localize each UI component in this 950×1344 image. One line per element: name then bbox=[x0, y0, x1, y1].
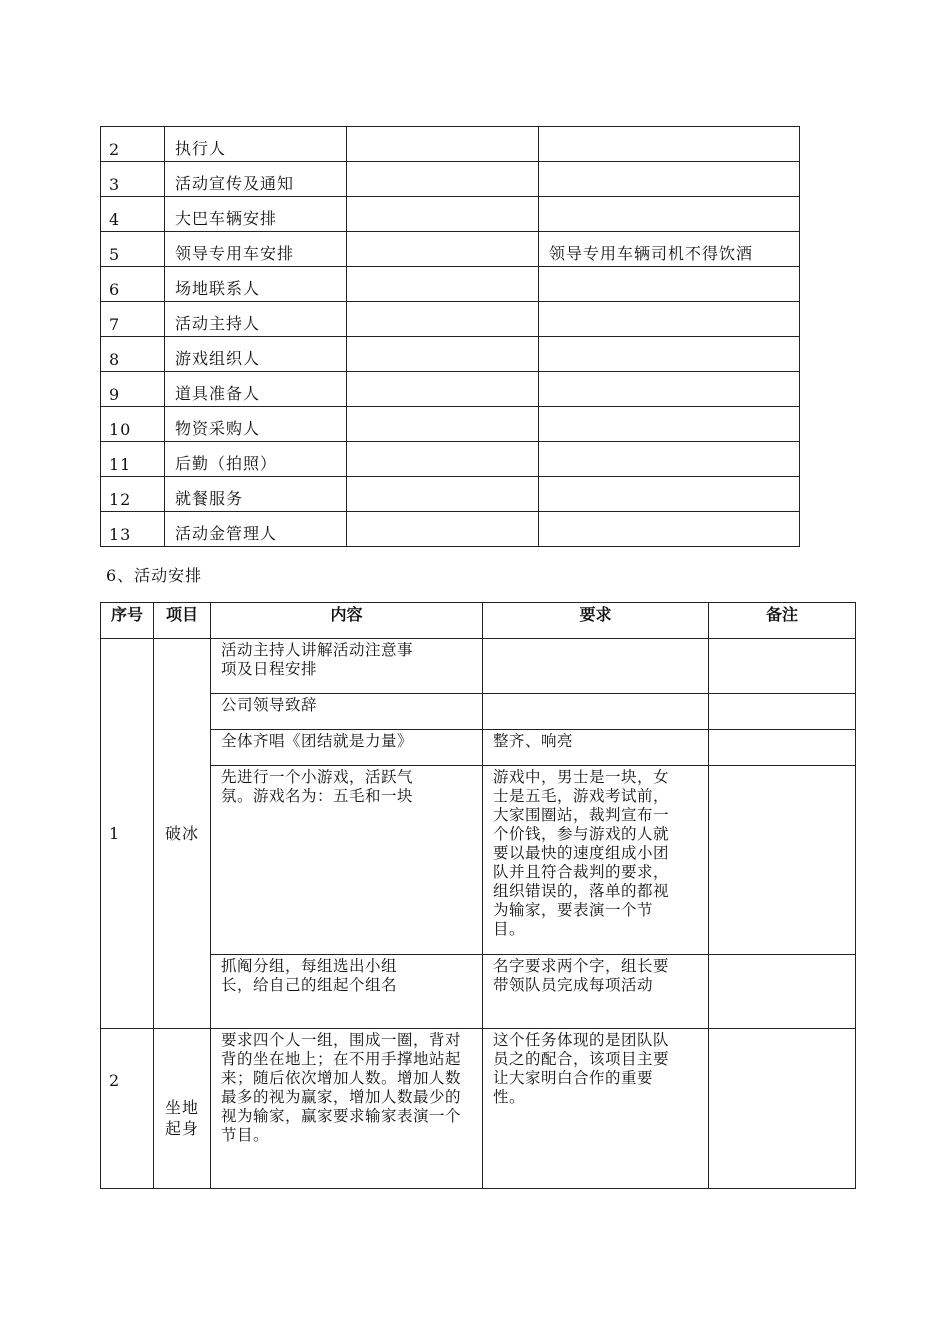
role-number: 9 bbox=[101, 372, 165, 407]
group1-row5-remark bbox=[709, 955, 856, 1029]
table-row bbox=[101, 372, 800, 407]
role-note bbox=[539, 477, 800, 512]
role-number: 4 bbox=[101, 197, 165, 232]
group1-row4-content: 先进行一个小游戏，活跃气氛。游戏名为：五毛和一块 bbox=[211, 766, 483, 955]
role-person bbox=[347, 302, 539, 337]
role-number: 6 bbox=[101, 267, 165, 302]
role-item: 大巴车辆安排 bbox=[165, 197, 347, 232]
role-person bbox=[347, 477, 539, 512]
role-note: 领导专用车辆司机不得饮酒 bbox=[539, 232, 800, 267]
table-row bbox=[101, 639, 856, 694]
role-number: 8 bbox=[101, 337, 165, 372]
table-row bbox=[101, 442, 800, 477]
role-person bbox=[347, 127, 539, 162]
role-number: 7 bbox=[101, 302, 165, 337]
role-item: 活动主持人 bbox=[165, 302, 347, 337]
group1-row4-requirement: 游戏中，男士是一块，女士是五毛，游戏考试前，大家围圈站，裁判宣布一个价钱，参与游戏的人就要以最快的速度组成小团队并且符合裁判的要求，组织错误的，落单的都视为输家，要表演一个节目。 bbox=[483, 766, 709, 955]
role-note bbox=[539, 442, 800, 477]
table-row bbox=[101, 302, 800, 337]
table-row bbox=[101, 730, 856, 766]
table-row bbox=[101, 232, 800, 267]
header-requirement: 要求 bbox=[483, 603, 709, 639]
table-row bbox=[101, 162, 800, 197]
group1-row3-content: 全体齐唱《团结就是力量》 bbox=[211, 730, 483, 766]
group1-row1-content: 活动主持人讲解活动注意事项及日程安排 bbox=[211, 639, 483, 694]
role-number: 3 bbox=[101, 162, 165, 197]
group2-requirement: 这个任务体现的是团队队员之的配合，该项目主要让大家明白合作的重要性。 bbox=[483, 1029, 709, 1189]
role-person bbox=[347, 197, 539, 232]
role-note bbox=[539, 302, 800, 337]
group2-project: 坐地起身 bbox=[154, 1029, 211, 1189]
table-row bbox=[101, 407, 800, 442]
role-person bbox=[347, 337, 539, 372]
role-number: 12 bbox=[101, 477, 165, 512]
group2-seq: 2 bbox=[101, 1029, 154, 1189]
role-number: 11 bbox=[101, 442, 165, 477]
role-note bbox=[539, 337, 800, 372]
role-item: 游戏组织人 bbox=[165, 337, 347, 372]
role-note bbox=[539, 197, 800, 232]
header-remark: 备注 bbox=[709, 603, 856, 639]
role-person bbox=[347, 267, 539, 302]
header-content: 内容 bbox=[211, 603, 483, 639]
role-item: 后勤（拍照） bbox=[165, 442, 347, 477]
group1-row2-remark bbox=[709, 694, 856, 730]
role-item: 场地联系人 bbox=[165, 267, 347, 302]
role-item: 活动金管理人 bbox=[165, 512, 347, 547]
role-item: 道具准备人 bbox=[165, 372, 347, 407]
role-person bbox=[347, 162, 539, 197]
role-person bbox=[347, 407, 539, 442]
table-row bbox=[101, 766, 856, 955]
group1-row3-requirement: 整齐、响亮 bbox=[483, 730, 709, 766]
table-row bbox=[101, 337, 800, 372]
activity-schedule-table bbox=[100, 602, 856, 1189]
role-item: 物资采购人 bbox=[165, 407, 347, 442]
role-note bbox=[539, 267, 800, 302]
table-row bbox=[101, 267, 800, 302]
responsibility-table bbox=[100, 126, 800, 547]
role-note bbox=[539, 372, 800, 407]
group1-row2-requirement bbox=[483, 694, 709, 730]
role-note bbox=[539, 407, 800, 442]
group1-row1-remark bbox=[709, 639, 856, 694]
role-note bbox=[539, 162, 800, 197]
group1-row3-remark bbox=[709, 730, 856, 766]
table-row bbox=[101, 1029, 856, 1189]
table-row bbox=[101, 512, 800, 547]
role-number: 13 bbox=[101, 512, 165, 547]
role-item: 执行人 bbox=[165, 127, 347, 162]
group1-row2-content: 公司领导致辞 bbox=[211, 694, 483, 730]
group1-row1-requirement bbox=[483, 639, 709, 694]
header-row bbox=[101, 603, 856, 639]
responsibility-table-body bbox=[101, 127, 800, 547]
table-row bbox=[101, 477, 800, 512]
group1-project: 破冰 bbox=[154, 639, 211, 1029]
role-note bbox=[539, 512, 800, 547]
group1-row4-remark bbox=[709, 766, 856, 955]
header-project: 项目 bbox=[154, 603, 211, 639]
role-item: 活动宣传及通知 bbox=[165, 162, 347, 197]
role-person bbox=[347, 372, 539, 407]
table-row bbox=[101, 694, 856, 730]
table-row bbox=[101, 127, 800, 162]
role-person bbox=[347, 512, 539, 547]
header-seq: 序号 bbox=[101, 603, 154, 639]
group2-remark bbox=[709, 1029, 856, 1189]
role-item: 就餐服务 bbox=[165, 477, 347, 512]
role-number: 10 bbox=[101, 407, 165, 442]
table-row bbox=[101, 197, 800, 232]
table-row bbox=[101, 955, 856, 1029]
role-item: 领导专用车安排 bbox=[165, 232, 347, 267]
role-number: 5 bbox=[101, 232, 165, 267]
group1-row5-content: 抓阄分组，每组选出小组长，给自己的组起个组名 bbox=[211, 955, 483, 1029]
group1-seq: 1 bbox=[101, 639, 154, 1029]
section-heading: 6、活动安排 bbox=[106, 566, 203, 585]
role-note bbox=[539, 127, 800, 162]
role-number: 2 bbox=[101, 127, 165, 162]
role-person bbox=[347, 442, 539, 477]
role-person bbox=[347, 232, 539, 267]
group1-row5-requirement: 名字要求两个字，组长要带领队员完成每项活动 bbox=[483, 955, 709, 1029]
group2-content: 要求四个人一组，围成一圈，背对背的坐在地上；在不用手撑地站起来；随后依次增加人数。增加人数最多的视为赢家，增加人数最少的视为输家，赢家要求输家表演一个节目。 bbox=[211, 1029, 483, 1189]
